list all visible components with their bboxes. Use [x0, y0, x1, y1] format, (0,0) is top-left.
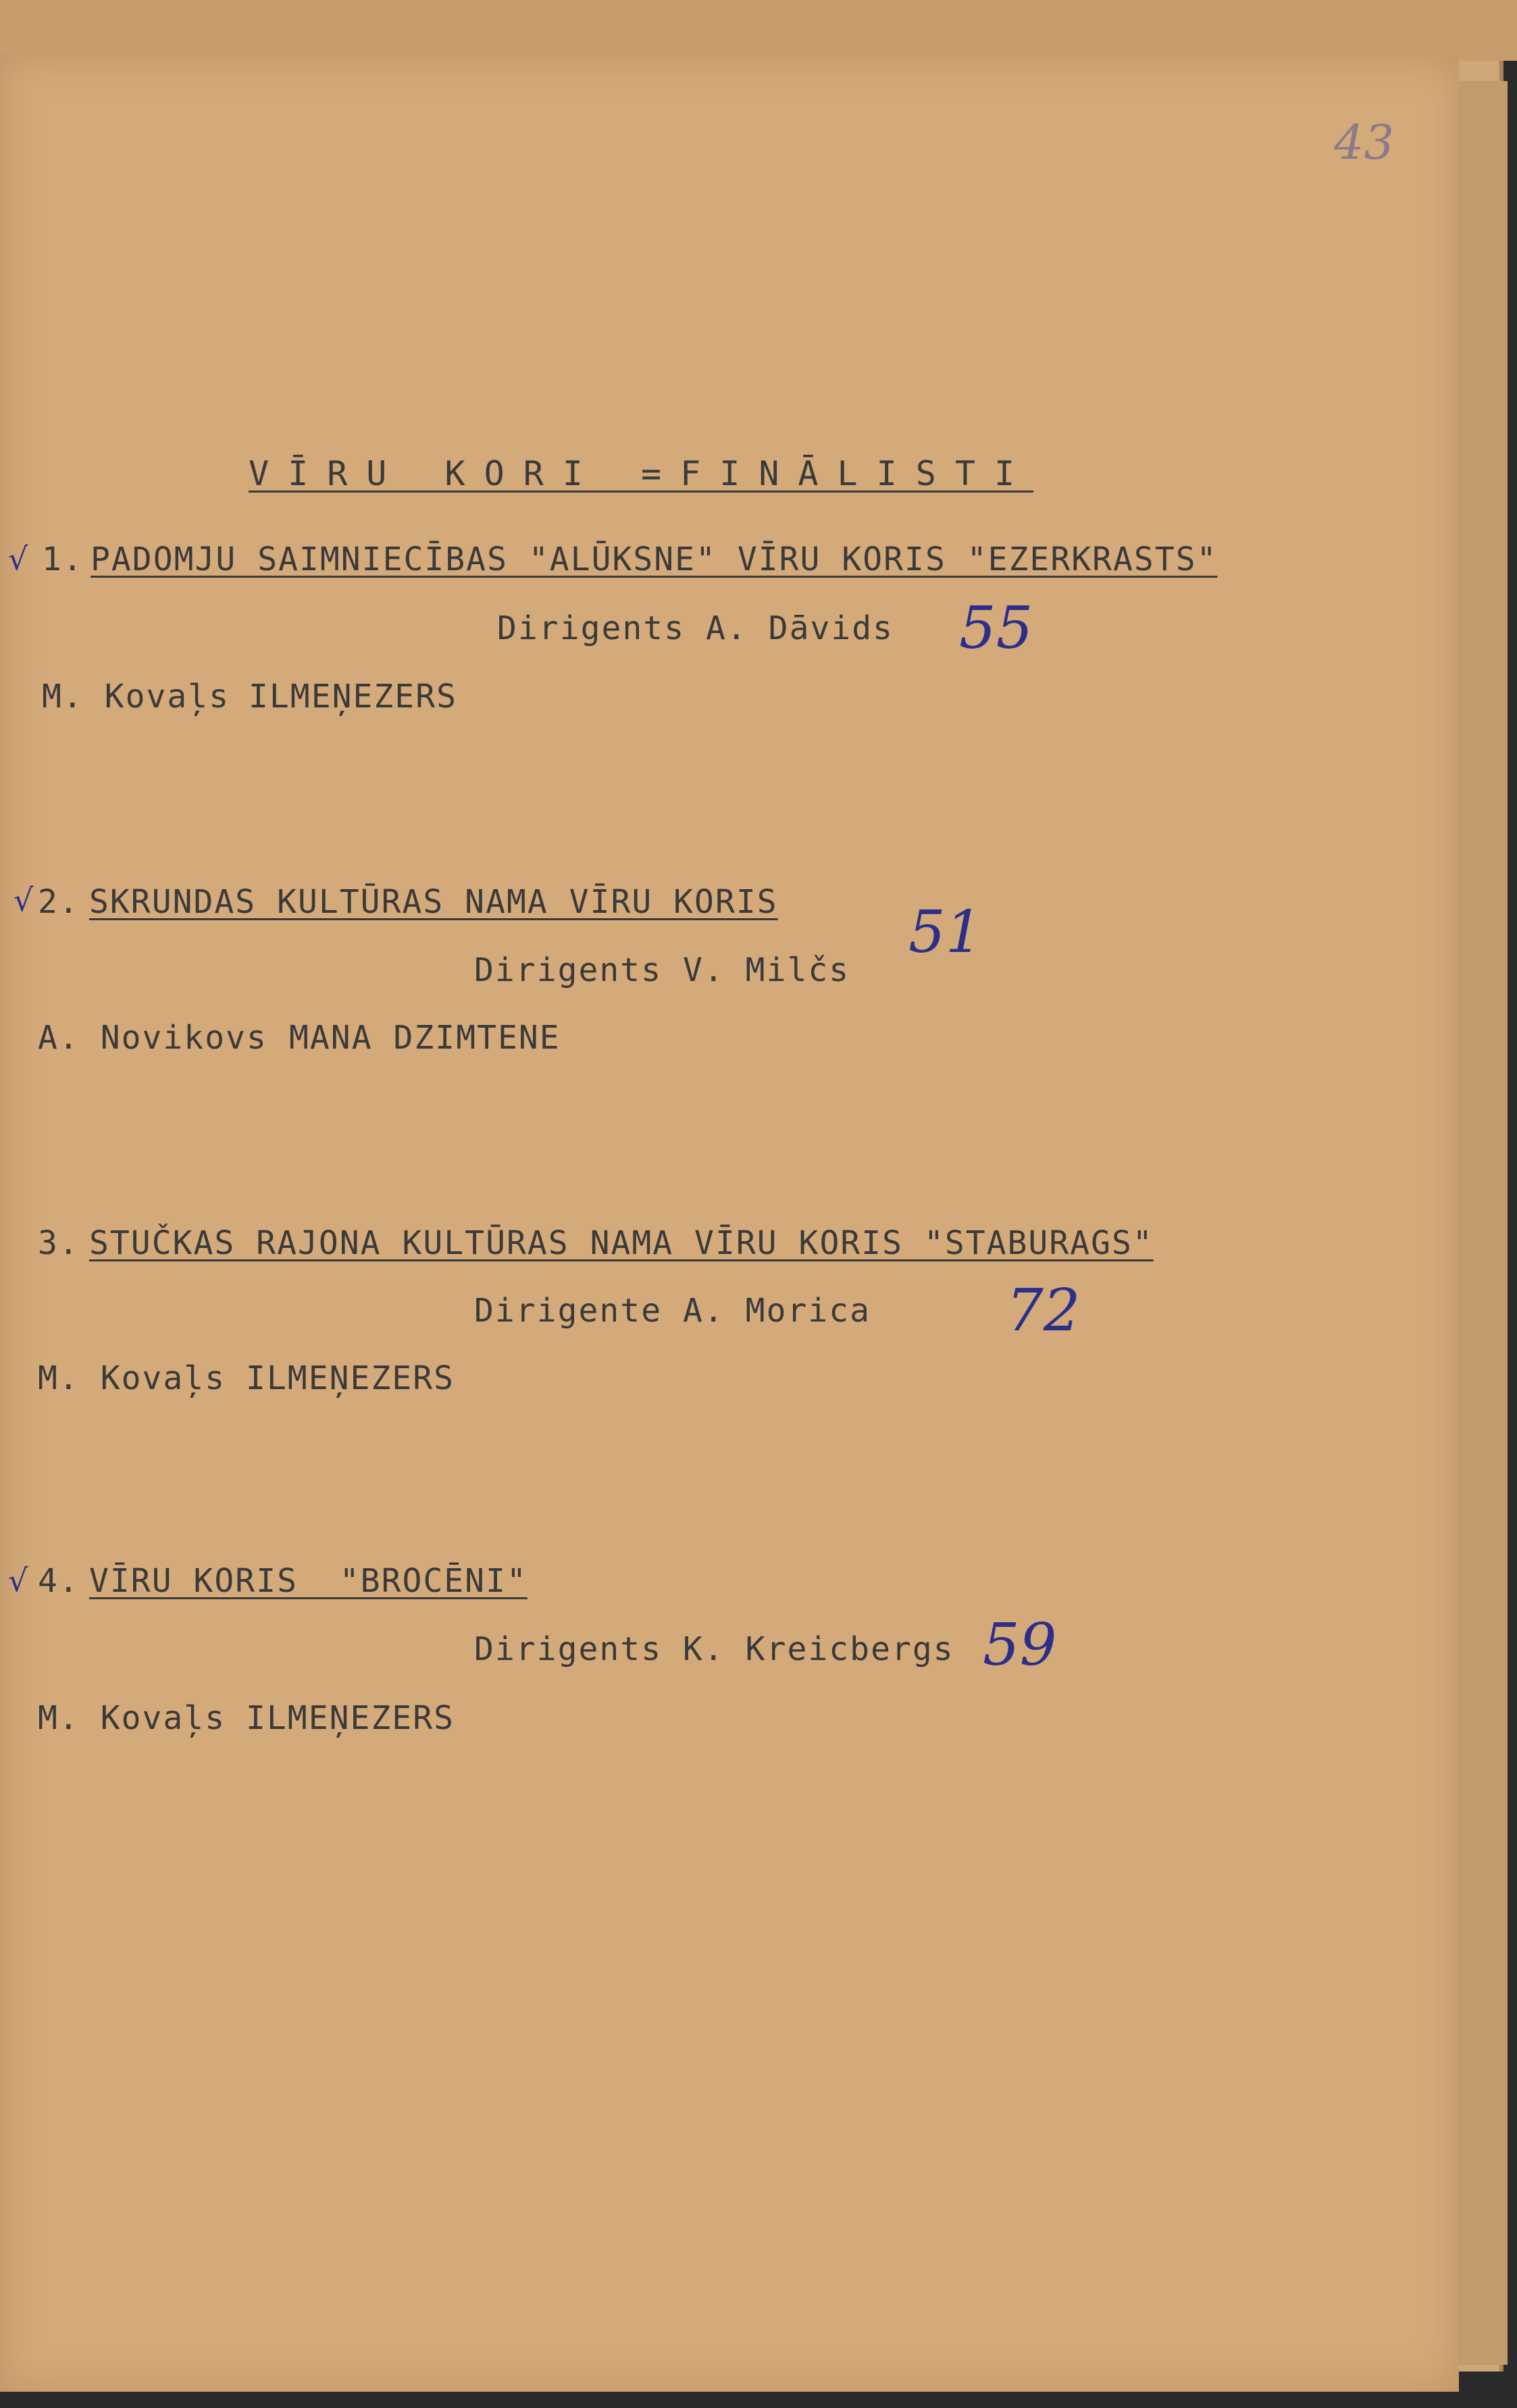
- composer-4: M. Kovaļs: [38, 1699, 226, 1737]
- choir-name-1: PADOMJU SAIMNIECĪBAS "ALŪKSNE" VĪRU KORIS "EZERKRASTS": [91, 541, 1218, 578]
- entry-number-2: 2.: [38, 883, 80, 921]
- composer-1: M. Kovaļs: [42, 678, 230, 716]
- paper-stack-edge-inner: [1452, 81, 1508, 2365]
- song-4: ILMEŅEZERS: [246, 1699, 455, 1737]
- score-1: 55: [959, 595, 1033, 662]
- choir-name-4: VĪRU KORIS "BROCĒNI": [89, 1562, 528, 1600]
- document-title: VĪRU KORI =FINĀLISTI: [249, 454, 1034, 493]
- song-3: ILMEŅEZERS: [246, 1359, 455, 1397]
- conductor-3: Dirigente A. Morica: [474, 1292, 871, 1330]
- page-number: 43: [1334, 115, 1395, 170]
- check-mark-2: √: [14, 882, 34, 918]
- choir-name-2: SKRUNDAS KULTŪRAS NAMA VĪRU KORIS: [89, 883, 778, 921]
- conductor-1: Dirigents A. Dāvids: [497, 609, 894, 647]
- composer-2: A. Novikovs: [38, 1019, 267, 1057]
- score-4: 59: [983, 1611, 1057, 1679]
- conductor-4: Dirigents K. Kreicbergs: [474, 1630, 954, 1668]
- check-mark-1: √: [8, 541, 28, 577]
- conductor-2: Dirigents V. Milčs: [474, 951, 850, 989]
- entry-number-4: 4.: [38, 1562, 80, 1600]
- song-2: MANA DZIMTENE: [289, 1019, 561, 1057]
- song-1: ILMEŅEZERS: [249, 678, 457, 716]
- top-background: [0, 0, 1517, 61]
- score-2: 51: [908, 899, 983, 966]
- composer-3: M. Kovaļs: [38, 1359, 226, 1397]
- document-page: [0, 54, 1459, 2392]
- score-3: 72: [1006, 1277, 1081, 1345]
- check-mark-4: √: [8, 1562, 28, 1599]
- choir-name-3: STUČKAS RAJONA KULTŪRAS NAMA VĪRU KORIS "STABURAGS": [89, 1224, 1154, 1262]
- entry-number-1: 1.: [42, 541, 84, 578]
- entry-number-3: 3.: [38, 1224, 80, 1262]
